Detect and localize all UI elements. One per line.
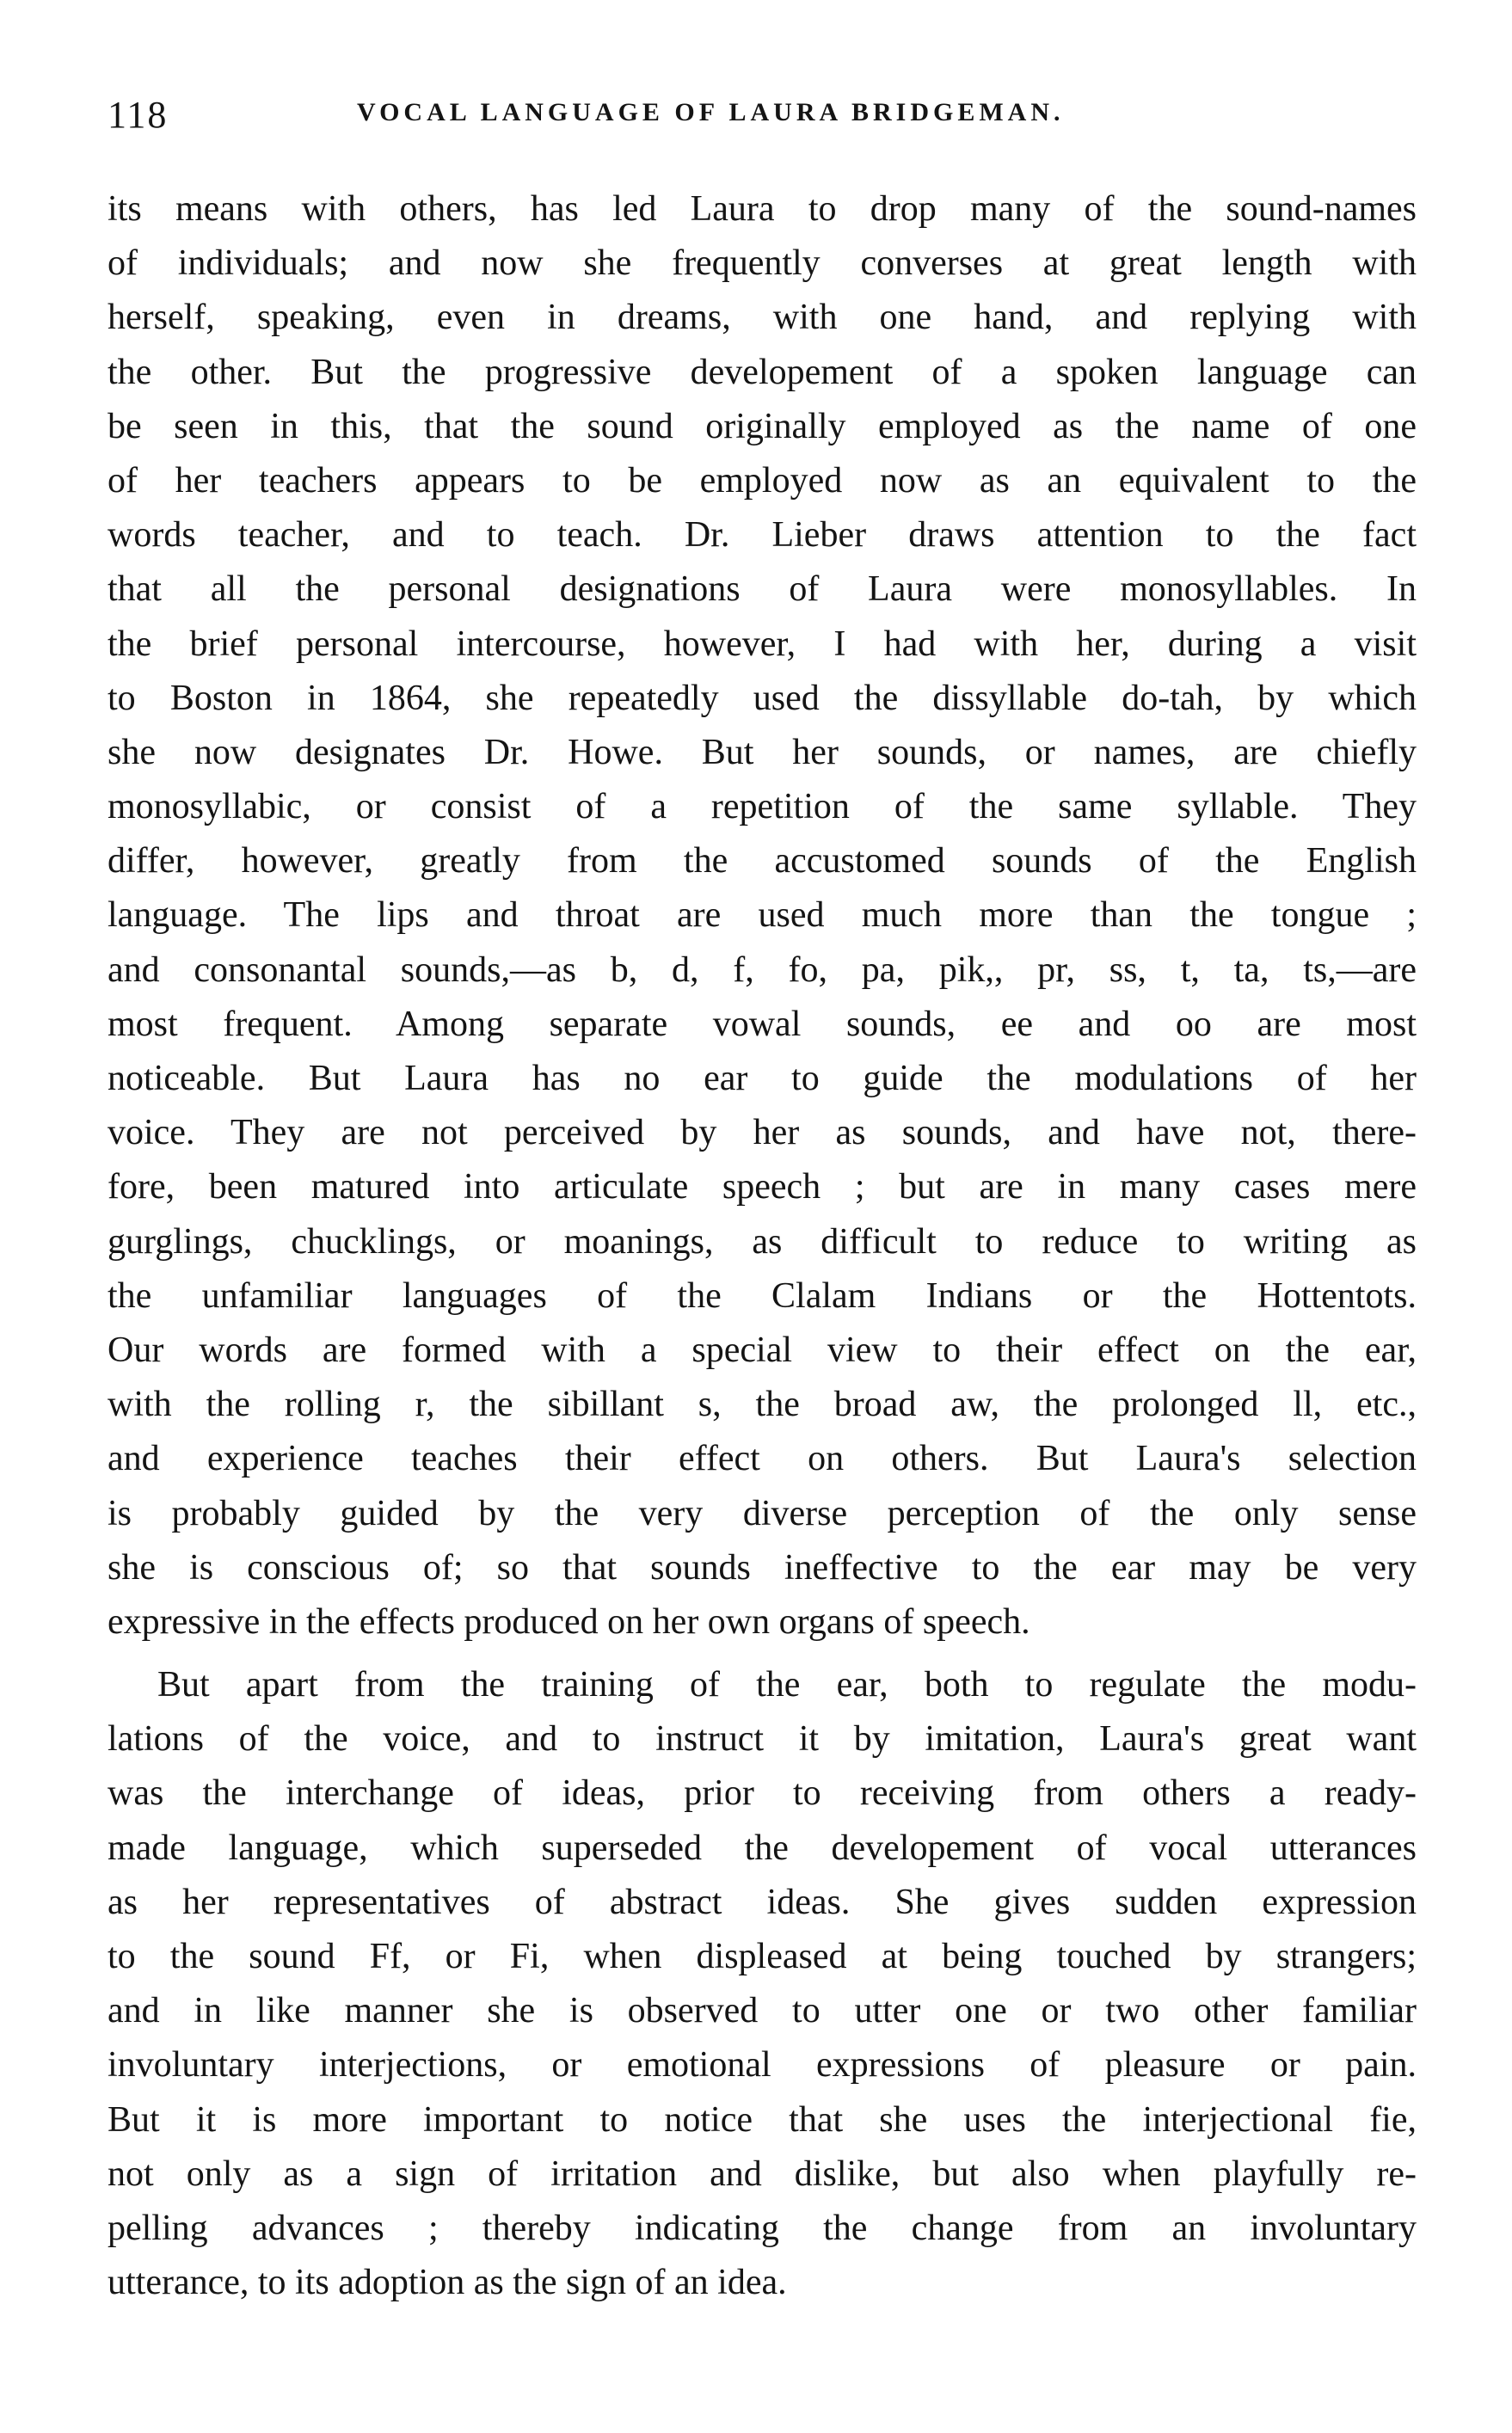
page-number: 118 <box>108 94 169 136</box>
text-line: differ, however, greatly from the accustomed sounds of the English <box>108 841 1417 882</box>
text-line: made language, which superseded the developement of vocal utterances <box>108 1828 1417 1868</box>
text-line: she is conscious of; so that sounds ineffective to the ear may be very <box>108 1547 1417 1588</box>
text-line: noticeable. But Laura has no ear to guide the modulations of her <box>108 1059 1417 1098</box>
text-line: of her teachers appears to be employed now as an equivalent to the <box>108 460 1417 501</box>
text-line: gurglings, chucklings, or moanings, as difficult to reduce to writing as <box>108 1221 1417 1262</box>
text-line: and experience teaches their effect on others. But Laura's selection <box>108 1439 1417 1479</box>
text-line: involuntary interjections, or emotional expressions of pleasure or pain. <box>108 2045 1417 2086</box>
text-line: is probably guided by the very diverse perception of the only sense <box>108 1493 1417 1533</box>
text-line: the brief personal intercourse, however, I had with her, during a visit <box>108 624 1417 664</box>
text-line: monosyllabic, or consist of a repetition of the same syllable. They <box>108 787 1417 827</box>
text-line: herself, speaking, even in dreams, with one hand, and replying with <box>108 298 1417 338</box>
text-line: expressive in the effects produced on her own organs of speech. <box>108 1601 1030 1642</box>
text-line: she now designates Dr. Howe. But her sounds, or names, are chiefly <box>108 732 1417 772</box>
text-line: and consonantal sounds,—as b, d, f, fo, pa, pik,, pr, ss, t, ta, ts,—are <box>108 949 1417 990</box>
text-line: to Boston in 1864, she repeatedly used the dissyllable do-tah, by which <box>108 678 1417 718</box>
text-line: as her representatives of abstract ideas. She gives sudden expression <box>108 1882 1417 1922</box>
text-line: words teacher, and to teach. Dr. Lieber draws attention to the fact <box>108 515 1417 556</box>
text-line: utterance, to its adoption as the sign of an idea. <box>108 2263 787 2303</box>
text-line: its means with others, has led Laura to drop many of the sound-names <box>108 189 1417 229</box>
page-body <box>108 182 1417 2310</box>
text-line: most frequent. Among separate vowal sounds, ee and oo are most <box>108 1004 1417 1044</box>
text-line: that all the personal designations of Laura were monosyllables. In <box>108 569 1417 610</box>
text-line: was the interchange of ideas, prior to receiving from others a ready- <box>108 1773 1417 1814</box>
text-line: and in like manner she is observed to utter one or two other familiar <box>108 1991 1417 2031</box>
running-head: VOCAL LANGUAGE OF LAURA BRIDGEMAN. <box>357 98 1065 126</box>
text-line: voice. They are not perceived by her as sounds, and have not, there- <box>108 1113 1417 1153</box>
text-line: of individuals; and now she frequently converses at great length with <box>108 243 1417 284</box>
paragraph-1 <box>108 182 1417 1650</box>
text-line: the unfamiliar languages of the Clalam Indians or the Hottentots. <box>108 1275 1417 1316</box>
text-line: be seen in this, that the sound originally employed as the name of one <box>108 406 1417 446</box>
text-line: not only as a sign of irritation and dislike, but also when playfully re- <box>108 2153 1417 2194</box>
text-line: fore, been matured into articulate speech ; but are in many cases mere <box>108 1167 1417 1207</box>
text-line: to the sound Ff, or Fi, when displeased at being touched by strangers; <box>108 1937 1417 1976</box>
text-line: pelling advances ; thereby indicating the change from an involuntary <box>108 2208 1417 2248</box>
text-line: Our words are formed with a special view to their effect on the ear, <box>108 1330 1417 1370</box>
text-line: language. The lips and throat are used much more than the tongue ; <box>108 895 1417 936</box>
text-line: with the rolling r, the sibillant s, the broad aw, the prolonged ll, etc., <box>108 1385 1417 1425</box>
text-line: the other. But the progressive developement of a spoken language can <box>108 352 1417 392</box>
text-line: lations of the voice, and to instruct it by imitation, Laura's great want <box>108 1719 1417 1760</box>
text-line: But apart from the training of the ear, both to regulate the modu- <box>157 1665 1417 1705</box>
page-header <box>108 93 1415 144</box>
paragraph-2 <box>108 1658 1417 2310</box>
text-line: But it is more important to notice that she uses the interjectional fie, <box>108 2099 1417 2140</box>
